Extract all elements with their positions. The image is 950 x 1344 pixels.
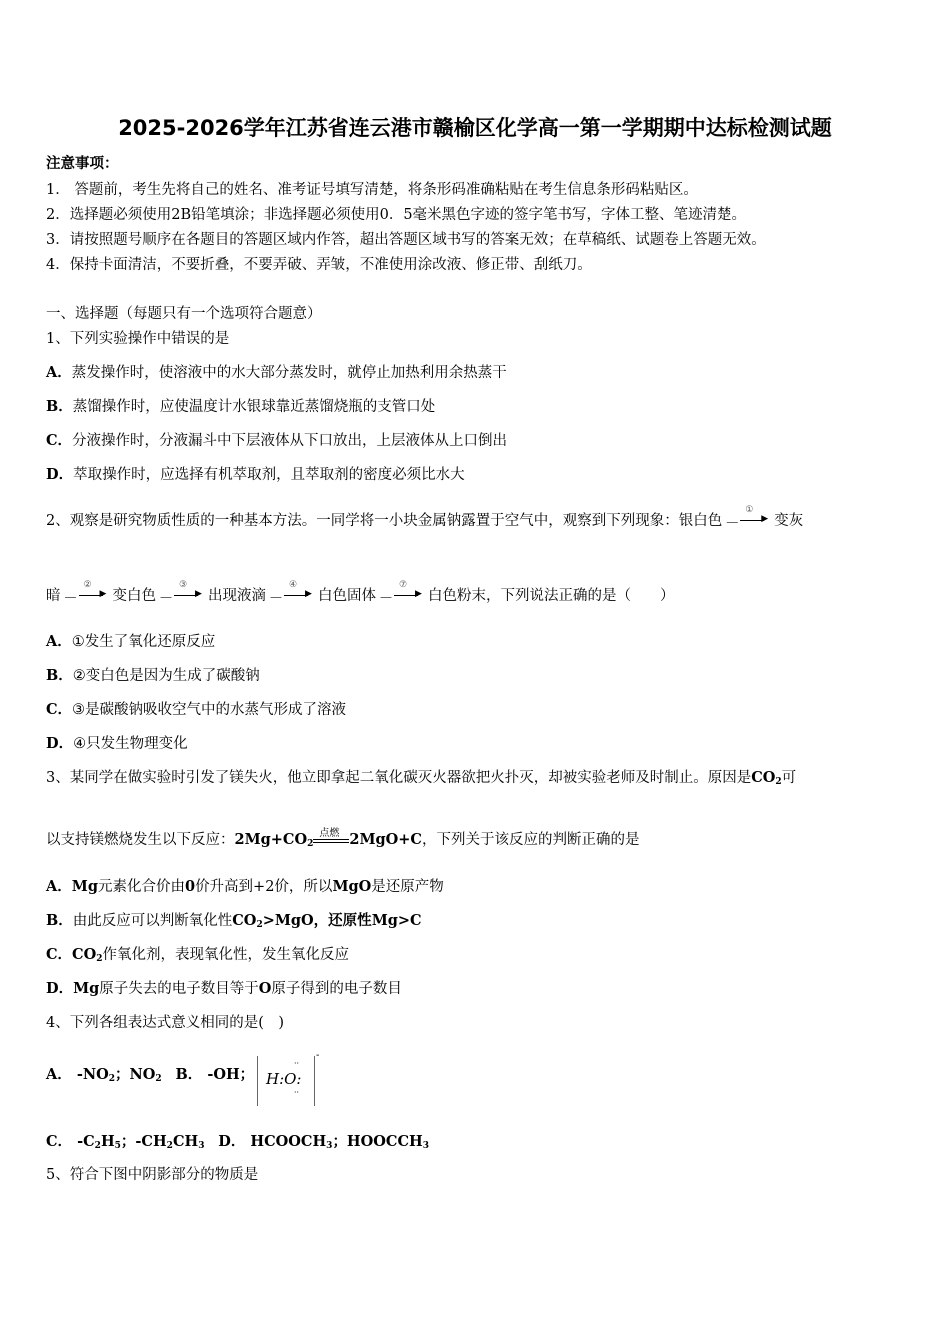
q2-option-c: C．③是碳酸钠吸收空气中的水蒸气形成了溶液 <box>46 701 347 718</box>
q2-stem-line1: 2、观察是研究物质性质的一种基本方法。一同学将一小块金属钠露置于空气中，观察到下列现象：银白色 — ① ▶ 变灰 <box>46 505 804 529</box>
q2-stem-line2: 暗 — ② ▶ 变白色 — ③ ▶ 出现液滴 — ④ ▶ 白色固体 — ⑦ ▶ 白色粉末，下列说法正确的是（ ） <box>46 580 675 604</box>
reaction-arrow-4: — ④ ▶ <box>270 580 312 604</box>
q3-option-b: B．由此反应可以判断氧化性$CO_2>MgO$，还原性Mg>C <box>46 912 422 930</box>
q4-option-cd: C． $-C_2H_5$；$-CH_2CH_3$ D． $HCOOCH_3$；$HOOCCH_3$ <box>46 1133 429 1151</box>
hydroxide-lewis-structure: ·· H:O: ·· - <box>257 1056 315 1106</box>
section-heading: 一、选择题（每题只有一个选项符合题意） <box>46 306 322 322</box>
q2-option-d: D．④只发生物理变化 <box>46 735 188 752</box>
q3-stem-line1: 3、某同学在做实验时引发了镁失火，他立即拿起二氧化碳灭火器欲把火扑灭，却被实验老师及时制止。原因是$CO_2$可 <box>46 769 797 787</box>
q2-option-a: A．①发生了氧化还原反应 <box>46 633 216 650</box>
page-title: 2025-2026学年江苏省连云港市赣榆区化学高一第一学期期中达标检测试题 <box>118 116 832 140</box>
q1-option-c: C．分液操作时，分液漏斗中下层液体从下口放出，上层液体从上口倒出 <box>46 432 508 449</box>
reaction-arrow-5: — ⑦ ▶ <box>380 580 422 604</box>
q4-option-ab: A． $-NO_2$；$NO_2$ B． -OH； <box>46 1066 255 1084</box>
q5-stem: 5、符合下图中阴影部分的物质是 <box>46 1167 259 1183</box>
q3-option-d: D．Mg原子失去的电子数目等于O原子得到的电子数目 <box>46 980 402 997</box>
notice-item-3: 3．请按照题号顺序在各题目的答题区域内作答，超出答题区域书写的答案无效；在草稿纸、试题卷上答题无效。 <box>46 232 766 248</box>
notice-item-2: 2．选择题必须使用2B铅笔填涂；非选择题必须使用0．5毫米黑色字迹的签字笔书写，字体工整、笔迹清楚。 <box>46 207 747 223</box>
q3-option-c: C．$CO_2$作氧化剂，表现氧化性，发生氧化反应 <box>46 946 349 964</box>
reaction-condition: 点燃 <box>313 832 349 848</box>
q2-option-b: B．②变白色是因为生成了碳酸钠 <box>46 667 260 684</box>
q1-option-a: A．蒸发操作时，使溶液中的水大部分蒸发时，就停止加热利用余热蒸干 <box>46 364 507 381</box>
q4-stem: 4、下列各组表达式意义相同的是( ) <box>46 1015 285 1031</box>
q1-stem: 1、下列实验操作中错误的是 <box>46 331 230 347</box>
notice-heading: 注意事项： <box>46 155 119 172</box>
notice-item-4: 4．保持卡面清洁，不要折叠，不要弄破、弄皱，不准使用涂改液、修正带、刮纸刀。 <box>46 257 592 273</box>
reaction-arrow-3: — ③ ▶ <box>160 580 202 604</box>
notice-item-1: 1． 答题前，考生先将自己的姓名、准考证号填写清楚，将条形码准确粘贴在考生信息条形码粘贴区。 <box>46 182 698 198</box>
q3-option-a: A．Mg元素化合价由0价升高到+2价，所以MgO是还原产物 <box>46 878 444 895</box>
q1-option-b: B．蒸馏操作时，应使温度计水银球靠近蒸馏烧瓶的支管口处 <box>46 398 436 415</box>
reaction-arrow-2: — ② ▶ <box>64 580 107 604</box>
q1-option-d: D．萃取操作时，应选择有机萃取剂，且萃取剂的密度必须比水大 <box>46 466 465 483</box>
reaction-arrow-1: — ① ▶ <box>726 505 769 529</box>
q3-stem-line2: 以支持镁燃烧发生以下反应：$2Mg+CO_2$ 点燃 2MgO+C，下列关于该反应的判断正确的是 <box>46 828 640 849</box>
